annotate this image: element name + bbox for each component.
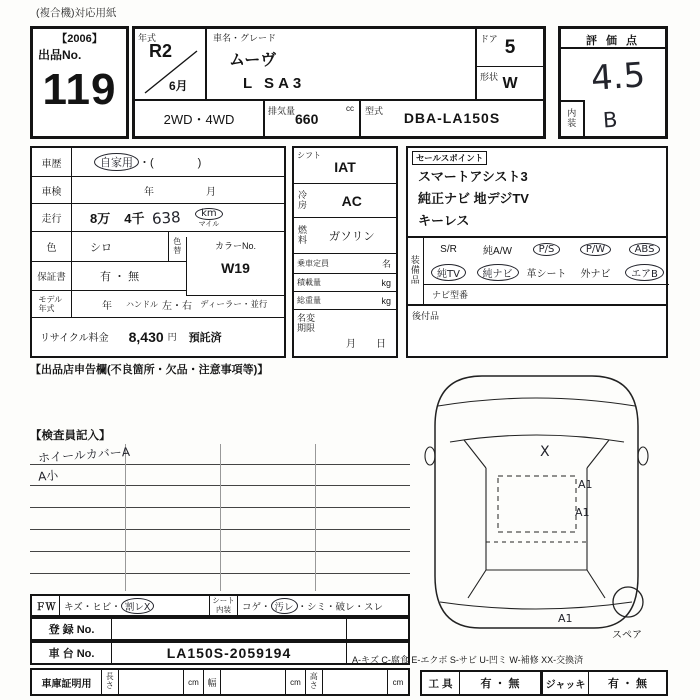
damage-code-legend: A-キズ C-腐食 E-エクボ S-サビ U-凹ミ W-補修 XX-交換済 (352, 655, 584, 665)
history-paren: ・( ) (139, 157, 202, 169)
damage-checklist-row (30, 594, 410, 617)
sales-points-section (408, 148, 666, 238)
spec-table (292, 146, 398, 358)
fuel-label: 燃料 (298, 224, 308, 245)
score-box (558, 26, 668, 139)
length-unit: cm (184, 670, 204, 694)
paper-type-note: (複合機)対応用紙 (36, 7, 117, 19)
load-row (294, 274, 396, 292)
recycle-unit: 円 (167, 332, 177, 342)
interior-label: 内装 (216, 604, 231, 614)
capacity-unit: 名 (381, 259, 391, 269)
mileage-man: 8万 (90, 211, 111, 226)
sales-point-line: 純正ナビ 地デジTV (418, 191, 529, 206)
model-year-label-cell (32, 291, 72, 317)
color-change-label: 色替 (173, 236, 182, 255)
model-code-cell (361, 101, 543, 136)
equipment-row (424, 261, 669, 284)
recycle-value: 8,430 (128, 328, 164, 345)
fw-circled-item: 割レX (121, 598, 155, 614)
seat-items-pre: コゲ・ (242, 601, 271, 613)
width-value-cell (221, 670, 286, 694)
header-table (132, 26, 546, 139)
vehicle-detail-table (30, 146, 286, 358)
model-year-label: モデル年式 (38, 294, 63, 313)
dealer-import-value: ディーラー・並行 (200, 299, 268, 309)
equip-airbag: エアB (625, 264, 664, 281)
damage-mark: A1 (578, 478, 593, 491)
equip-extnavi: 外ナビ (580, 269, 611, 280)
sunroof-outline (498, 476, 576, 532)
damage-mark: A1 (558, 612, 573, 625)
car-name-value: ムーヴ (229, 52, 277, 69)
damage-mark: A1 (575, 506, 590, 519)
color-no-value: W19 (221, 260, 250, 276)
seat-circled-item: 汚レ (271, 598, 298, 614)
jack-value: 有 ・ 無 (607, 678, 648, 690)
warranty-value: 有 ・ 無 (100, 271, 140, 283)
door-label: ドア (480, 34, 498, 44)
shaken-month-unit: 月 (206, 186, 216, 198)
sales-points-label: セールスポイント (412, 151, 487, 165)
height-unit: cm (392, 677, 404, 687)
equipment-row (424, 238, 669, 261)
equipment-label: 装備品 (410, 255, 420, 285)
car-outline (435, 376, 638, 628)
load-unit: kg (381, 277, 391, 288)
tools-value: 有 ・ 無 (480, 678, 520, 690)
mileage-mile-unit: マイル (198, 220, 220, 228)
model-code-value: DBA-LA150S (403, 110, 501, 126)
color-no-cell (186, 237, 284, 296)
weight-label: 総重量 (297, 296, 321, 305)
fw-items-text: キズ・ヒビ・ (64, 601, 121, 613)
equip-sr: S/R (440, 244, 457, 255)
width-unit: cm (286, 670, 306, 694)
shift-value: IAT (334, 159, 356, 175)
shift-label: シフト (297, 151, 321, 160)
history-row (32, 148, 284, 177)
equip-abs: ABS (629, 243, 661, 256)
shape-cell (477, 67, 543, 101)
displacement-value: 660 (295, 111, 319, 127)
inspector-col-divider (315, 444, 316, 591)
jack-box (541, 670, 668, 696)
color-change-cell (168, 232, 186, 261)
ac-row (294, 184, 396, 218)
tools-box (420, 670, 542, 696)
mileage-km-unit: km (195, 208, 223, 220)
mileage-row (32, 204, 284, 232)
history-value: 自家用 (94, 153, 139, 171)
load-label: 積載量 (297, 278, 321, 287)
inspector-col-divider (220, 444, 221, 591)
shape-label: 形状 (480, 72, 499, 82)
door-cell (477, 29, 543, 67)
car-diagram (410, 362, 668, 644)
seat-interior-label-cell (210, 596, 238, 615)
garage-certificate-row (30, 668, 410, 696)
car-name-label: 車名・グレード (213, 33, 277, 43)
weight-row (294, 292, 396, 310)
score-label: 評 価 点 (561, 29, 665, 49)
handle-value: 左・右 (162, 300, 192, 312)
seat-label: シート (212, 595, 235, 605)
capacity-label: 乗車定員 (297, 259, 329, 268)
mileage-label: 走行 (32, 204, 72, 231)
displacement-label: 排気量 (268, 106, 296, 116)
height-value-cell (323, 670, 388, 694)
equip-leather: 革シート (526, 269, 567, 280)
length-label: 長さ (105, 672, 114, 690)
door-shape-cell (477, 29, 543, 101)
length-value-cell (119, 670, 184, 694)
inspector-notes-table (30, 444, 410, 591)
exhibit-number: 119 (42, 65, 117, 114)
addon-label: 後付品 (412, 311, 440, 321)
exhibit-number-label: 出品No. (38, 48, 82, 62)
left-mirror (425, 447, 435, 465)
recycle-row (32, 318, 284, 355)
sales-equipment-panel (406, 146, 668, 358)
ac-value: AC (341, 192, 362, 209)
shaken-label: 車検 (32, 177, 72, 203)
fuel-row (294, 218, 396, 254)
height-label-cell (306, 670, 323, 694)
height-label: 高さ (309, 672, 318, 690)
mileage-pen-value: 638 (151, 207, 182, 228)
model-year-cell (135, 29, 207, 101)
shaken-row (32, 177, 284, 204)
displacement-cell (265, 101, 361, 136)
capacity-row (294, 254, 396, 274)
fuel-value: ガソリン (328, 230, 375, 243)
chassis-value: LA150S-2059194 (166, 645, 292, 661)
interior-grade-label: 内装 (567, 108, 577, 128)
registration-label: 登 録 No. (32, 619, 112, 639)
rename-deadline-row (294, 310, 396, 355)
front-window-label: ＦＷ (32, 596, 60, 615)
displacement-unit: cc (346, 104, 354, 113)
seat-interior-items (238, 598, 408, 614)
rename-deadline-label: 名変期限 (297, 313, 316, 334)
shift-row (294, 148, 396, 184)
navi-model-row (424, 284, 669, 304)
equipment-label-cell (408, 238, 424, 304)
equipment-section (408, 238, 666, 306)
year-era-value: R2 (149, 41, 173, 61)
garage-label: 車庫証明用 (32, 670, 102, 694)
recycle-label: リサイクル料金 (40, 333, 109, 344)
mileage-unit-stack (195, 208, 223, 228)
interior-grade-cell (561, 100, 585, 136)
recycle-status: 預託済 (188, 331, 222, 344)
equip-pw: P/W (580, 243, 611, 256)
color-no-label: カラーNo. (214, 241, 256, 251)
seat-items-post: ・シミ・破レ・スレ (297, 601, 384, 613)
width-label: 幅 (204, 670, 221, 694)
jack-label: ジャッキ (543, 672, 589, 694)
history-label: 車歴 (32, 148, 72, 176)
seller-declaration-label: 【出品店申告欄(不良箇所・欠品・注意事項等)】 (30, 364, 269, 376)
registration-row (30, 617, 410, 641)
score-value: 4.5 (589, 55, 647, 99)
color-value: シロ (90, 241, 112, 254)
model-code-label: 型式 (365, 106, 384, 116)
exhibit-number-box (30, 26, 129, 139)
year-month-value: 6月 (169, 79, 188, 93)
inspector-col-divider (125, 444, 126, 591)
addon-section (408, 306, 666, 355)
equip-navi: 純ナビ (477, 264, 519, 281)
equip-ps: P/S (533, 243, 561, 256)
warranty-label: 保証書 (32, 262, 72, 290)
registration-value-cell (112, 619, 346, 639)
door-value: 5 (504, 37, 516, 58)
length-label-cell (102, 670, 119, 694)
shaken-year-unit: 年 (144, 186, 154, 198)
spare-tire-label: スペア (612, 630, 642, 641)
model-year-unit: 年 (102, 300, 112, 312)
equip-tv: 純TV (431, 264, 466, 281)
front-window-items (60, 596, 210, 615)
sales-point-line: スマートアシスト3 (418, 169, 528, 184)
shape-value: W (502, 75, 518, 92)
tools-label: 工 具 (422, 672, 460, 694)
inspector-section-label: 【検査員記入】 (30, 430, 111, 442)
ac-label: 冷房 (298, 189, 308, 210)
registration-side-cell (346, 619, 408, 639)
car-name-cell (207, 29, 477, 101)
right-mirror (638, 447, 648, 465)
interior-grade-value: B (602, 107, 619, 133)
rename-deadline-value: 月 日 (346, 339, 386, 350)
weight-unit: kg (381, 295, 391, 306)
year-label: 年式 (138, 33, 157, 43)
sales-point-line: キーレス (418, 213, 470, 228)
car-grade-value: L SA3 (243, 75, 306, 92)
chassis-label: 車 台 No. (32, 643, 112, 663)
color-label: 色 (32, 232, 72, 261)
inspector-note: ホイールカバーA (37, 444, 131, 466)
drive-type-cell: 2WD・4WD (135, 101, 265, 136)
equip-alloy: 純A/W (483, 246, 512, 257)
exhibit-year-tag: 【2006】 (56, 33, 103, 45)
navi-model-label: ナビ型番 (432, 290, 469, 300)
mileage-sen: 4千 (124, 211, 145, 226)
damage-mark: X (540, 444, 550, 460)
inspector-note: A小 (37, 468, 59, 484)
handle-label: ハンドル (126, 299, 158, 309)
